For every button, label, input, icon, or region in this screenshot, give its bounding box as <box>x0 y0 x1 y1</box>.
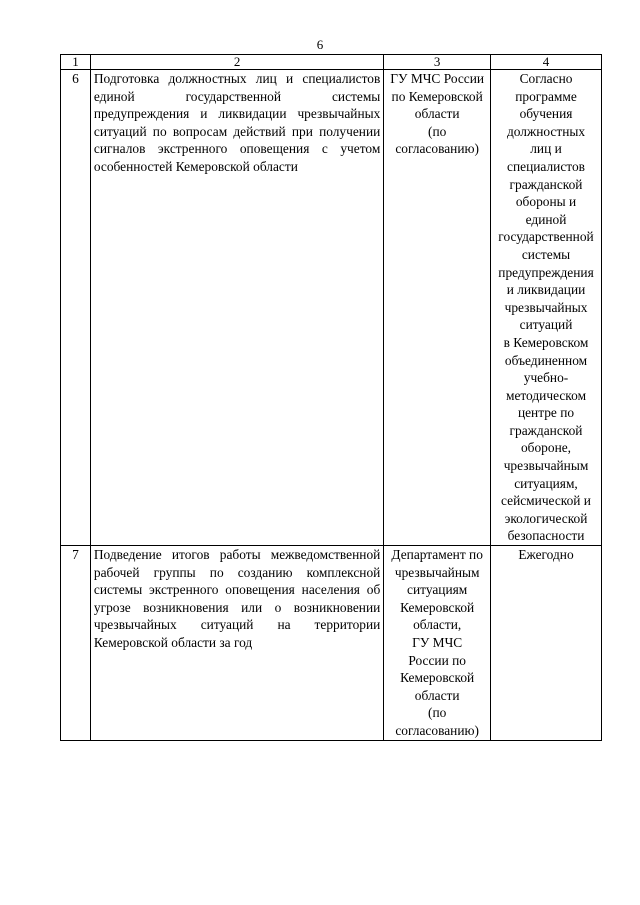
responsible-cell <box>384 70 491 546</box>
event-description: Подведение итогов работы межведомственной рабочей группы по созданию комплексной системы экстренного оповещения населения об угрозе возникновения или о возникновении чрезвычайных ситуаций на территории Кемеровской области за год <box>90 546 383 741</box>
term-line: обороне, <box>520 440 572 456</box>
header-cell-4: 4 <box>491 55 602 70</box>
event-description: Подготовка должностных лиц и специалистов единой государственной системы предупреждения и ликвидации чрезвычайных ситуаций по вопросам действий при получении сигналов экстренного оповещения с учетом особенностей Кемеровской области <box>90 70 383 546</box>
term-line: Ежегодно <box>518 547 574 563</box>
term-line: обороны и <box>515 194 577 210</box>
term-line: чрезвычайных <box>504 299 588 315</box>
term-line: в Кемеровском <box>503 334 589 350</box>
term-line: гражданской <box>509 422 583 438</box>
responsible-cell <box>384 546 491 741</box>
term-cell <box>491 546 602 741</box>
term-line: ситуаций <box>519 317 573 333</box>
responsible-line: согласованию) <box>395 141 479 157</box>
term-line: экологической <box>504 510 588 526</box>
term-line: предупреждения <box>498 264 594 280</box>
responsible-line: области <box>414 687 460 703</box>
responsible-line: ГУ МЧС <box>412 635 463 650</box>
responsible-line: (по <box>428 705 447 721</box>
header-cell-1: 1 <box>61 55 91 70</box>
responsible-line: чрезвычайным <box>394 564 480 580</box>
term-line: специалистов <box>507 158 585 174</box>
term-line: сейсмической и <box>501 493 591 509</box>
term-line: государственной <box>498 229 594 245</box>
row-number: 6 <box>61 70 91 546</box>
responsible-line: Кемеровской <box>400 670 475 686</box>
term-line: гражданской <box>509 176 583 192</box>
table-header-row <box>61 55 602 70</box>
term-line: единой <box>525 211 567 227</box>
plan-table <box>60 54 602 741</box>
term-line: методическом <box>505 387 587 403</box>
responsible-line: Департамент по <box>391 547 483 563</box>
header-cell-3: 3 <box>384 55 491 70</box>
responsible-line: области, <box>413 617 462 633</box>
term-line: объединенном <box>504 352 588 368</box>
responsible-line: по Кемеровской <box>391 88 483 104</box>
term-line: программе <box>515 88 577 104</box>
responsible-line: области <box>414 106 460 122</box>
term-line: обучения <box>519 106 573 122</box>
term-line: учебно- <box>523 370 569 386</box>
term-line: и ликвидации <box>506 282 586 298</box>
responsible-line: (по <box>428 123 447 139</box>
table-row <box>61 546 602 741</box>
responsible-line: согласованию) <box>395 722 479 738</box>
header-cell-2: 2 <box>90 55 383 70</box>
responsible-line: ГУ МЧС России <box>390 71 485 86</box>
table-row <box>61 70 602 546</box>
responsible-line: ситуациям <box>407 582 468 598</box>
row-number: 7 <box>61 546 91 741</box>
term-line: чрезвычайным <box>503 458 589 474</box>
term-cell <box>491 70 602 546</box>
term-line: должностных <box>506 123 586 139</box>
page-number: 6 <box>316 37 324 52</box>
term-line: лиц и <box>530 141 562 157</box>
responsible-line: России по <box>408 652 466 668</box>
term-line: Согласно <box>519 71 573 86</box>
responsible-line: Кемеровской <box>400 599 475 615</box>
term-line: безопасности <box>507 528 585 544</box>
term-line: системы <box>521 246 571 262</box>
term-line: ситуациям, <box>514 475 578 491</box>
term-line: центре по <box>517 405 575 421</box>
